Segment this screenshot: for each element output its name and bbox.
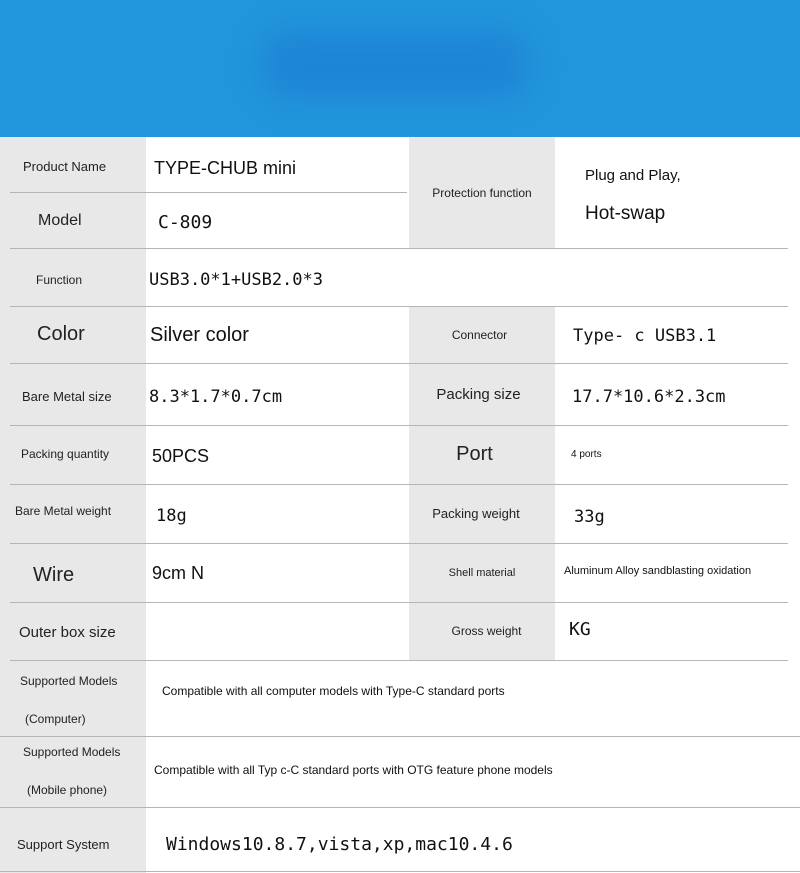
connector-label: Connector <box>451 327 508 342</box>
row-divider <box>10 543 788 544</box>
packing-weight-value: 33g <box>574 507 605 527</box>
function-label: Function <box>36 273 83 287</box>
row-divider <box>10 306 788 307</box>
gross-weight-label: Gross weight <box>451 624 522 638</box>
protection-function-value-line2: Hot-swap <box>585 203 666 224</box>
row-divider <box>10 660 788 661</box>
outer-box-size-label: Outer box size <box>19 623 116 641</box>
gross-weight-value: KG <box>569 618 591 640</box>
wire-label: Wire <box>33 563 75 586</box>
function-value: USB3.0*1+USB2.0*3 <box>149 270 323 290</box>
row-divider <box>10 363 788 364</box>
shell-material-value: Aluminum Alloy sandblasting oxidation <box>564 565 752 577</box>
color-value: Silver color <box>150 323 249 346</box>
shell-material-label: Shell material <box>448 566 516 579</box>
packing-quantity-label: Packing quantity <box>21 447 110 461</box>
header-banner <box>0 0 800 137</box>
port-value: 4 ports <box>571 448 602 460</box>
row-divider <box>10 192 407 193</box>
support-system-value: Windows10.8.7,vista,xp,mac10.4.6 <box>166 833 513 855</box>
row-divider <box>10 248 788 249</box>
banner-logo-blur <box>260 30 530 100</box>
product-name-label: Product Name <box>23 158 107 174</box>
row-divider <box>10 425 788 426</box>
bare-metal-size-value: 8.3*1.7*0.7cm <box>149 387 283 407</box>
supported-mobile-label: Supported Models <box>23 745 121 759</box>
model-label: Model <box>38 212 82 229</box>
product-name-value: TYPE-CHUB mini <box>154 157 297 178</box>
bare-metal-weight-label: Bare Metal weight <box>15 504 112 518</box>
row-divider <box>10 484 788 485</box>
wire-value: 9cm N <box>152 562 205 583</box>
supported-computer-sublabel: (Computer) <box>25 712 86 726</box>
color-label: Color <box>37 322 85 345</box>
packing-size-label: Packing size <box>436 385 521 403</box>
packing-weight-label: Packing weight <box>432 506 520 521</box>
model-value: C-809 <box>158 211 213 233</box>
supported-computer-label: Supported Models <box>20 674 118 688</box>
packing-quantity-value: 50PCS <box>152 445 210 466</box>
port-label: Port <box>456 443 493 465</box>
protection-function-value-line1: Plug and Play, <box>585 166 681 184</box>
support-system-label: Support System <box>17 836 110 852</box>
supported-computer-value: Compatible with all computer models with Type-C standard ports <box>162 684 505 698</box>
protection-function-label: Protection function <box>432 186 532 200</box>
row-divider <box>10 602 788 603</box>
bare-metal-size-label: Bare Metal size <box>22 388 112 404</box>
supported-mobile-sublabel: (Mobile phone) <box>27 783 108 797</box>
connector-value: Type- c USB3.1 <box>573 326 717 346</box>
row-divider <box>0 871 800 872</box>
row-divider <box>0 807 800 808</box>
bare-metal-weight-value: 18g <box>156 506 187 526</box>
supported-mobile-value: Compatible with all Typ c-C standard ports with OTG feature phone models <box>154 763 553 777</box>
packing-size-value: 17.7*10.6*2.3cm <box>572 387 726 407</box>
